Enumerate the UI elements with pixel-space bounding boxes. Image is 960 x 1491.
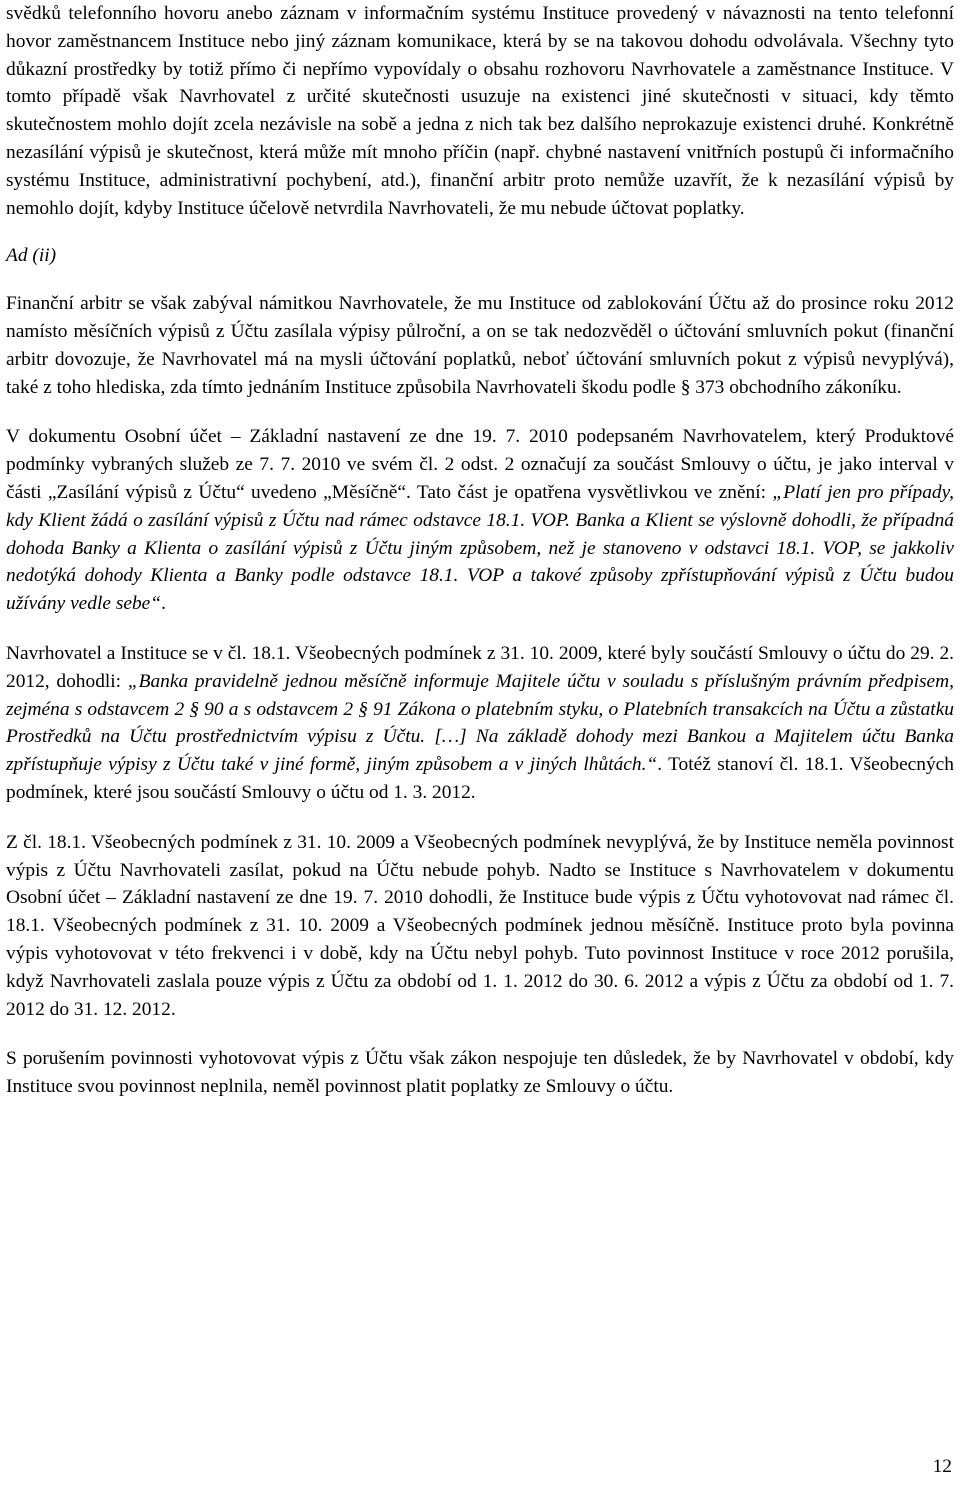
paragraph-general-terms-end: . Totéž stanoví čl. 18.1. Všeobecných podmínek, které jsou součástí Smlouvy o účtu od 1. 3. 2012. <box>6 754 954 803</box>
document-page <box>6 0 954 1101</box>
paragraph-objection: Finanční arbitr se však zabýval námitkou Navrhovatele, že mu Instituce od zablokování Účtu až do prosince roku 2012 namísto měsíčních výpisů z Účtu zasílala výpisy půlroční, a on se tak nedozvěděl o účtování smluvních pokut (finanční arbitr dovozuje, že Navrhovatel má na mysli účtování poplatků, neboť účtování smluvních pokut z výpisů nevyplývá), také z toho hlediska, zda tímto jednáním Instituce způsobila Navrhovateli škodu podle § 373 obchodního zákoníku. <box>6 293 954 398</box>
paragraph-statement-obligation: Z čl. 18.1. Všeobecných podmínek z 31. 10. 2009 a Všeobecných podmínek nevyplývá, že by Instituce neměla povinnost výpis z Účtu Navrhovateli zasílat, pokud na Účtu nebude pohyb. Nadto se Instituce s Navrhovatelem v dokumentu Osobní účet – Základní nastavení ze dne 19. 7. 2010 dohodli, že Instituce bude výpis z Účtu vyhotovovat nad rámec čl. 18.1. Všeobecných podmínek z 31. 10. 2009 a Všeobecných podmínek jednou měsíčně. Instituce proto byla povinna výpis vyhotovovat v této frekvenci i v době, kdy na Účtu nebyl pohyb. Tuto povinnost Instituce v roce 2012 porušila, když Navrhovateli zaslala pouze výpis z Účtu za období od 1. 1. 2012 do 30. 6. 2012 a výpis z Účtu za období od 1. 7. 2012 do 31. 12. 2012. <box>6 831 954 1020</box>
paragraph-general-terms-quote: „Banka pravidelně jednou měsíčně informuje Majitele účtu v souladu s příslušným právním předpisem, zejména s odstavcem 2 § 90 a s odstavcem 2 § 91 Zákona o platebním styku, o Platebních transakcích na Účtu a zůstatku Prostředků na Účtu prostřednictvím výpisu z Účtu. […] Na základě dohody mezi Bankou a Majitelem účtu Banka zpřístupňuje výpisy z Účtu také v jiné formě, jiným způsobem a v jiných lhůtách.“ <box>6 670 954 776</box>
paragraph-account-settings <box>6 423 954 618</box>
paragraph-account-settings-quote: „Platí jen pro případy, kdy Klient žádá o zasílání výpisů z Účtu nad rámec odstavce 18.1. VOP. Banka a Klient se výslovně dohodli, že případná dohoda Banky a Klienta o zasílání výpisů z Účtu jiným způsobem, než je stanoveno v odstavci 18.1. VOP, se jakkoliv nedotýká dohody Klienta a Banky podle odstavce 18.1. VOP a takové způsoby zpřístupňování výpisů z Účtu budou užívány vedle sebe“ <box>6 481 955 615</box>
paragraph-evidence: svědků telefonního hovoru anebo záznam v informačním systému Instituce provedený v návaznosti na tento telefonní hovor zaměstnancem Instituce nebo jiný záznam komunikace, která by se na takovou dohodu odvolávala. Všechny tyto důkazní prostředky by totiž přímo či nepřímo vypovídaly o obsahu rozhovoru Navrhovatele a zaměstnance Instituce. V tomto případě však Navrhovatel z určité skutečnosti usuzuje na existenci jiné skutečnosti v situaci, kdy těmto skutečnostem mohlo dojít zcela nezávisle na sobě a jedna z nich tak bez dalšího neprokazuje existenci druhé. Konkrétně nezasílání výpisů je skutečnost, která může mít mnoho příčin (např. chybné nastavení vnitřních postupů či informačního systému Instituce, administrativní pochybení, atd.), finanční arbitr proto nemůže uzavřít, že k nezasílání výpisů by nemohlo dojít, kdyby Instituce účelově netvrdila Navrhovateli, že mu nebude účtovat poplatky. <box>6 3 954 219</box>
paragraph-breach-consequence: S porušením povinnosti vyhotovovat výpis z Účtu však zákon nespojuje ten důsledek, že by Navrhovatel v období, kdy Instituce svou povinnost neplnila, neměl povinnost platit poplatky ze Smlouvy o účtu. <box>6 1048 954 1098</box>
paragraph-general-terms-text: Navrhovatel a Instituce se v čl. 18.1. Všeobecných podmínek z 31. 10. 2009, které byly součástí Smlouvy o účtu do 29. 2. 2012, dohodli: <box>6 642 954 692</box>
page-number: 12 <box>932 1456 952 1477</box>
paragraph-account-settings-end: . <box>161 593 166 615</box>
paragraph-general-terms <box>6 640 954 807</box>
heading-ad-ii: Ad (ii) <box>6 245 57 267</box>
paragraph-account-settings-text: V dokumentu Osobní účet – Základní nastavení ze dne 19. 7. 2010 podepsaném Navrhovatelem, který Produktové podmínky vybraných služeb ze 7. 7. 2010 ve svém čl. 2 odst. 2 označují za součást Smlouvy o účtu, je jako interval v části „Zasílání výpisů z Účtu“ uvedeno „Měsíčně“. Tato část je opatřena vysvětlivkou ve znění: <box>6 426 954 503</box>
